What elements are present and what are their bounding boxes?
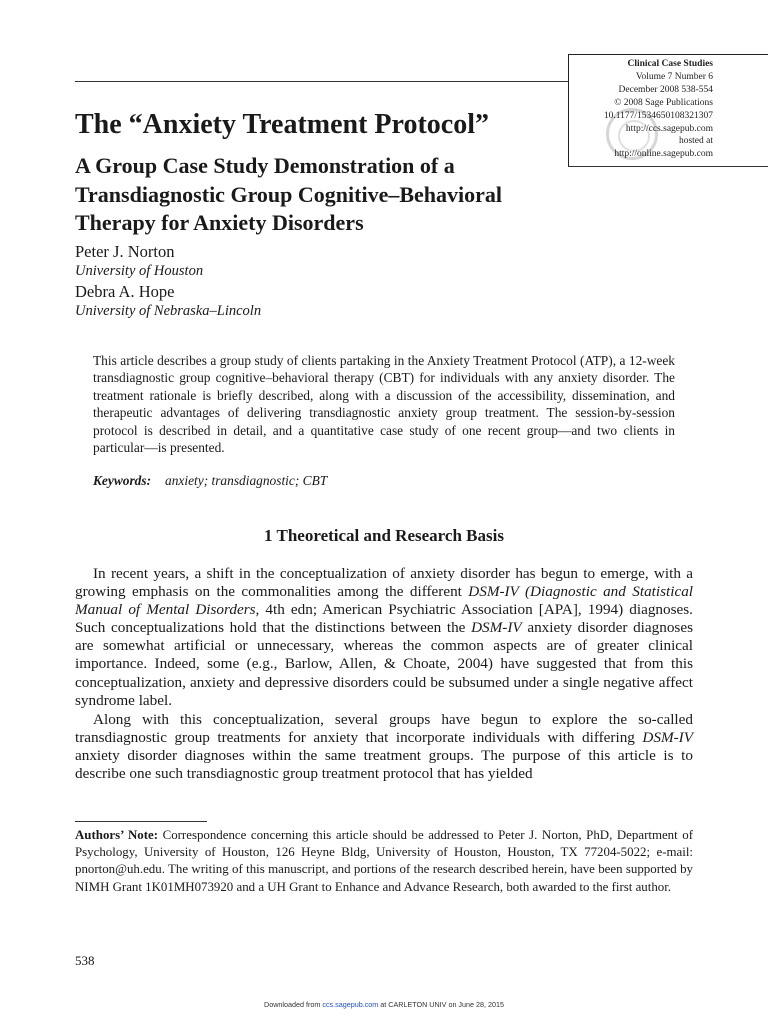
- subtitle-line: A Group Case Study Demonstration of a: [75, 153, 455, 178]
- keywords-label: Keywords:: [93, 473, 152, 488]
- journal-volume: Volume 7 Number 6: [635, 71, 713, 82]
- journal-issue: December 2008 538-554: [618, 84, 713, 95]
- journal-doi[interactable]: 10.1177/1534650108321307: [603, 110, 713, 121]
- paragraph-italic-text: DSM-IV: [642, 729, 693, 747]
- authors-note: [75, 827, 693, 896]
- header-rule-top: [75, 81, 568, 82]
- footnote-rule: [75, 821, 207, 822]
- page-number: 538: [75, 953, 95, 968]
- abstract: This article describes a group study of clients partaking in the Anxiety Treatment Protocol (ATP), a 12-week transdiagnostic group cognitive–behavioral therapy (CBT) for individuals with any anxiety disorder. The treatment rationale is briefly described, along with a discussion of the accessibility, dissemination, and therapeutic advantages of delivering transdiagnostic anxiety group treatment. The session-by-session protocol is described in detail, and a quantitative case study of one recent group—and two clients in particular—is presented.: [93, 353, 675, 456]
- keywords-value: anxiety; transdiagnostic; CBT: [165, 473, 328, 488]
- subtitle-line: Therapy for Anxiety Disorders: [75, 210, 364, 235]
- section-heading: 1 Theoretical and Research Basis: [264, 526, 504, 545]
- paragraph-text: Along with this conceptualization, several groups have begun to explore the so-called transdiagnostic group treatments for anxiety that incorporate individuals with differing: [75, 711, 693, 747]
- subtitle-line: Transdiagnostic Group Cognitive–Behavioral: [75, 181, 503, 207]
- journal-copyright: © 2008 Sage Publications: [614, 97, 713, 108]
- paragraph-text: anxiety disorder diagnoses are somewhat artificial or unnecessary, whereas the common aspects are of greater clinical importance. Indeed, some (e.g., Barlow, Allen, & Choate, 2004) have suggested that from this conceptualization, anxiety and depressive disorders could be subsumed under a single negative affect syndrome label.: [75, 619, 693, 709]
- article-subtitle: [75, 152, 575, 238]
- body-paragraph: [75, 711, 693, 783]
- article-title: The “Anxiety Treatment Protocol”: [75, 109, 489, 140]
- download-footer: [0, 1000, 768, 1009]
- paragraph-italic-text: DSM-IV: [471, 619, 522, 637]
- footer-link[interactable]: ccs.sagepub.com: [322, 1000, 379, 1009]
- authors-note-label: Authors’ Note:: [75, 828, 159, 842]
- authors-note-text: Correspondence concerning this article should be addressed to Peter J. Norton, PhD, Department of Psychology, University of Houston, 126 Heyne Bldg, University of Houston, Houston, TX 77204-5022; e-mail: pnorton@uh.edu. The writing of this manuscript, and portions of the research described herein, have been supported by NIMH Grant 1K01MH073920 and a UH Grant to Enhance and Advance Research, both awarded to the first author.: [75, 828, 693, 894]
- journal-hosted-label: hosted at: [678, 136, 713, 147]
- author-name: Debra A. Hope: [75, 282, 175, 301]
- author-affiliation: University of Houston: [75, 263, 204, 279]
- paragraph-text: 4th edn; American Psychiatric Association [APA], 1994) diagnoses. Such conceptualizations hold that the distinctions between the: [75, 601, 693, 637]
- footer-prefix: Downloaded from: [264, 1000, 323, 1009]
- footer-suffix: at CARLETON UNIV on June 28, 2015: [378, 1000, 504, 1009]
- journal-hosted-url[interactable]: http://online.sagepub.com: [614, 149, 713, 160]
- body-paragraph: [75, 565, 693, 710]
- paragraph-text: anxiety disorder diagnoses within the same treatment groups. The purpose of this article is to describe one such transdiagnostic group treatment protocol that has yielded: [75, 747, 693, 783]
- journal-name: Clinical Case Studies: [627, 59, 713, 69]
- author-affiliation: University of Nebraska–Lincoln: [75, 303, 262, 319]
- journal-url[interactable]: http://ccs.sagepub.com: [625, 123, 713, 134]
- header-rule-box-bottom: [568, 166, 768, 167]
- paragraph-italic-text: DSM-IV (Diagnostic and Statistical Manual of Mental Disorders,: [75, 583, 694, 619]
- keywords: [93, 473, 675, 489]
- paragraph-text: In recent years, a shift in the conceptualization of anxiety disorder has begun to emerge, with a growing emphasis on the commonalities among the different: [75, 565, 693, 601]
- author-name: Peter J. Norton: [75, 242, 175, 261]
